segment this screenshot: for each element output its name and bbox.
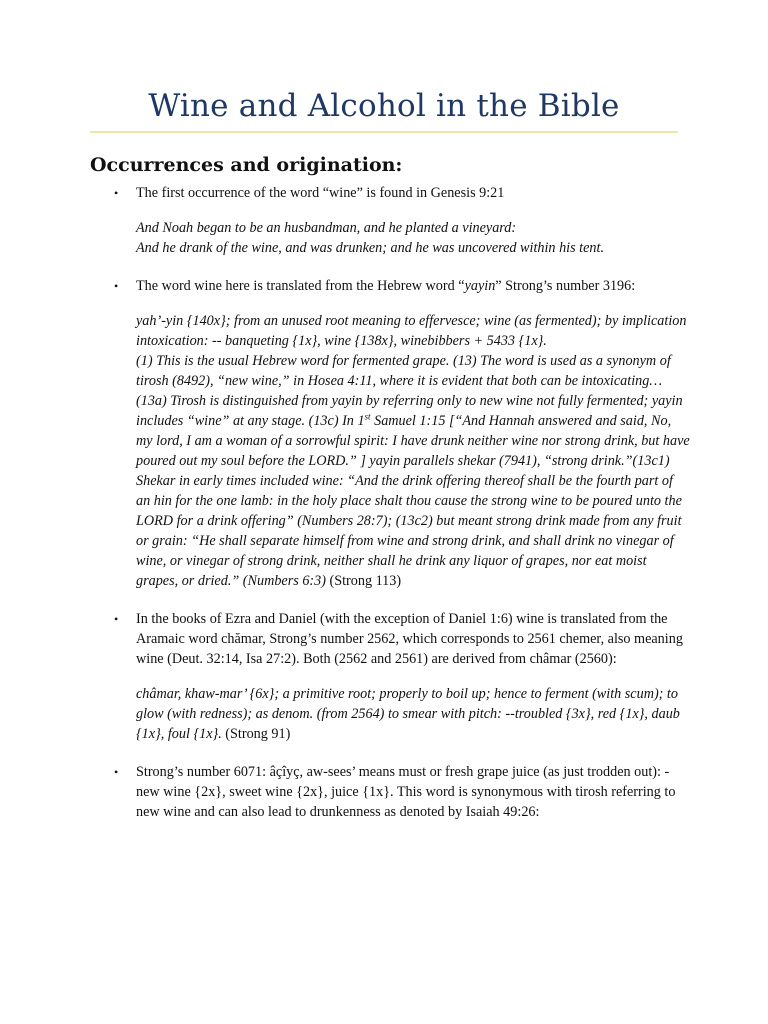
list-item [90, 609, 690, 669]
bullet-text [136, 276, 690, 296]
definition-text: châmar, khaw-mar’ {6x}; a primitive root; properly to boil up; hence to ferment (with scum); to glow (with redness); as denom. (from 2564) to smear with pitch: --troubled {3x}, red {1x}, daub {1x}, foul {1x}. [136, 686, 680, 742]
bullet-icon: • [114, 186, 119, 200]
document-title: Wine and Alcohol in the Bible [148, 88, 620, 124]
document-body [90, 183, 690, 822]
citation: (Strong 113) [325, 573, 402, 589]
definition-line: yah’-yin {140x}; from an unused root meaning to effervesce; wine (as fermented); by implication intoxication: -- banqueting {1x}, wine {138x}, winebibbers + 5433 {1x}. [136, 313, 687, 349]
scripture-quote [90, 218, 690, 258]
bullet-icon: • [114, 765, 119, 779]
bullet-icon: • [114, 612, 119, 626]
quote-line: And Noah began to be an husbandman, and he planted a vineyard: [136, 220, 517, 236]
definition-part: Samuel 1:15 [“And Hannah answered and said, No, my lord, I am a woman of a sorrowful spirit: I have drunk neither wine nor strong drink, but have poured out my soul before the LORD.” ] yayin parallels shekar (7941), “strong drink.”(13c1) Shekar in early times included wine: “And the drink offering thereof shall be the fourth part of an hin for the one lamb: in the holy place shalt thou cause the strong wine to be poured unto the LORD for a drink offering” (Numbers 28:7); (13c2) but meant strong drink made from any fruit or grain: “He shall separate himself from wine and strong drink, and shall drink no vinegar of wine, or vinegar of strong drink, neither shall he drink any liquor of grapes, nor eat moist grapes, or dried.” (Numbers 6:3) [136, 413, 690, 589]
bullet-text: In the books of Ezra and Daniel (with the exception of Daniel 1:6) wine is translated from the Aramaic word chămar, Strong’s number 2562, which corresponds to 2561 chemer, also meaning wine (Deut. 32:14, Isa 27:2). Both (2562 and 2561) are derived from châmar (2560): [136, 611, 683, 667]
bullet-text: Strong’s number 6071: âçîyç, aw-sees’ means must or fresh grape juice (as just trodden out): -new wine {2x}, sweet wine {2x}, juice {1x}. This word is synonymous with tirosh referring to new wine and can also lead to drunkenness as denoted by Isaiah 49:26: [136, 764, 676, 820]
citation: (Strong 91) [221, 726, 291, 742]
bullet-text: The first occurrence of the word “wine” is found in Genesis 9:21 [136, 185, 505, 201]
strongs-definition [90, 684, 690, 744]
list-item [90, 762, 690, 822]
hebrew-word: yayin [464, 278, 496, 294]
definition-part: (1) This is the usual Hebrew word for fermented grape. (13) The word is used as a synonym of tirosh (8492), “new wine,” in Hosea 4:11, where it is evident that both can be intoxicating… (13a) Tirosh is distinguished from yayin by referring only to new wine not fully fermented; yayin includes “wine” at any stage. (13c) In 1 [136, 353, 683, 429]
ordinal-suffix: st [364, 411, 371, 422]
section-heading: Occurrences and origination: [90, 154, 403, 176]
title-underline [90, 131, 678, 133]
bullet-icon: • [114, 279, 119, 293]
bullet-text-part: ” Strong’s number 3196: [495, 278, 636, 294]
definition-text [136, 351, 690, 591]
bullet-text-part: The word wine here is translated from the Hebrew word “ [136, 278, 465, 294]
list-item [90, 276, 690, 296]
strongs-definition [90, 311, 690, 591]
quote-line: And he drank of the wine, and was drunken; and he was uncovered within his tent. [136, 240, 604, 256]
list-item [90, 183, 690, 203]
